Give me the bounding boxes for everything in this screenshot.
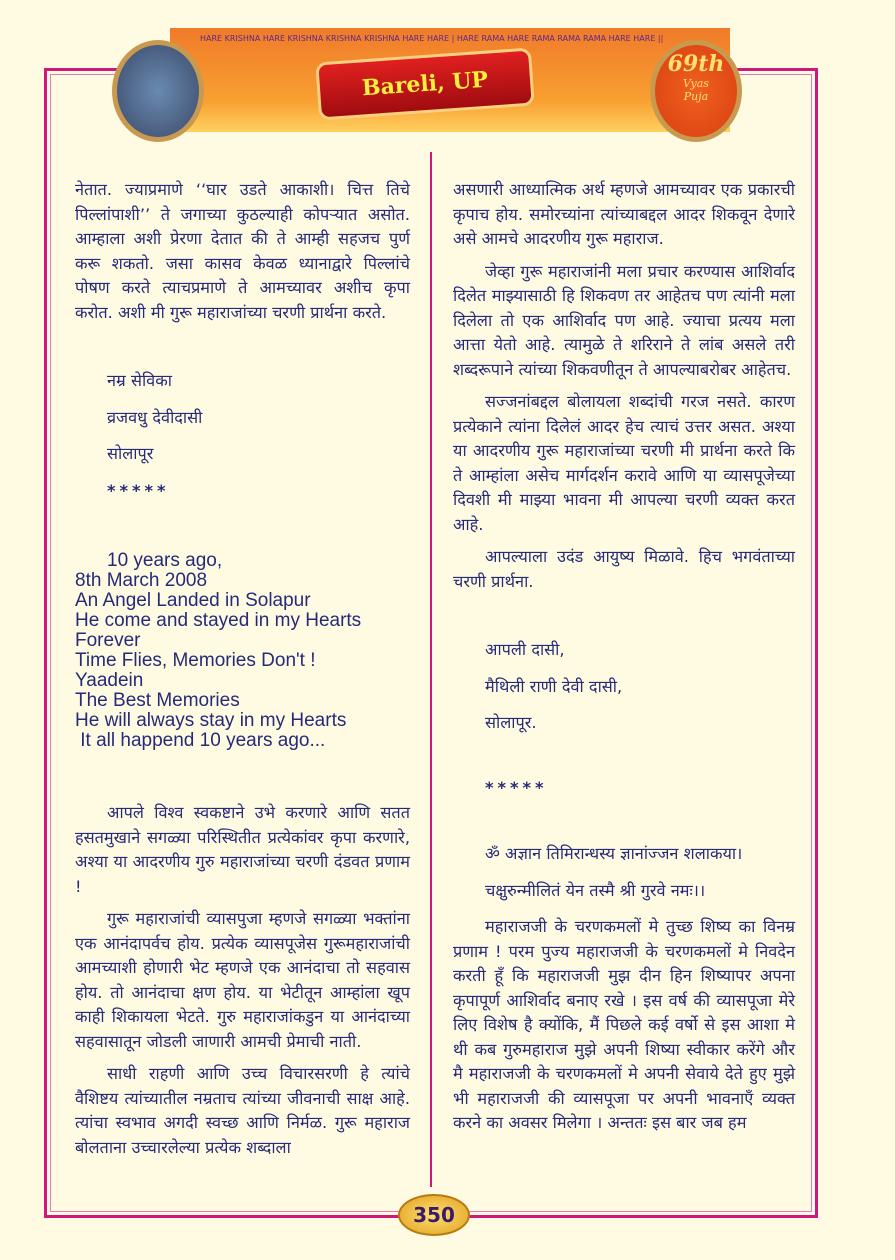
- shloka-line: चक्षुरुन्मीलितं येन तस्मै श्री गुरवे नमः।।: [485, 880, 706, 900]
- signature-line: व्रजवधु देवीदासी: [107, 407, 203, 427]
- paragraph: नेतात. ज्याप्रमाणे ‘‘घार उडते आकाशी। चित्त तिचे पिल्लांपाशी’’ ते जगाच्या कुठल्याही कोपऱ्यात असोत. आम्हाला अशी प्रेरणा देतात की ते आम्ही सहजच पुर्ण करू शकतो. जसा कासव केवळ ध्यानाद्वारे पिल्लांचे पोषण करते त्याचप्रमाणे ते आमच्यावर अशीच कृपा करोत. अशी मी गुरू महाराजांच्या चरणी प्रार्थना करते.: [75, 180, 410, 322]
- paragraph: असणारी आध्यात्मिक अर्थ म्हणजे आमच्यावर एक प्रकारची कृपाच होय. समोरच्यांना त्यांच्याबद्दल आदर शिकवून देणारे असे आमचे आदरणीय गुरू महाराज.: [453, 180, 795, 248]
- signature-line: आपली दासी,: [485, 640, 565, 659]
- location-title: Bareli, UP: [361, 66, 489, 102]
- poem-line: Time Flies, Memories Don't !: [75, 650, 316, 671]
- badge-line2: Puja: [683, 90, 709, 103]
- signature-line: सोलापूर.: [485, 713, 537, 732]
- poem-line: Yaadein: [75, 670, 144, 691]
- paragraph: आपले विश्व स्वकष्टाने उभे करणारे आणि सतत हसतमुखाने सगळ्या परिस्थितीत प्रत्येकांवर कृपा करणारे, अश्या या आदरणीय गुरु महाराजांच्या चरणी दंडवत प्रणाम !: [75, 803, 410, 896]
- signature-line: मैथिली राणी देवी दासी,: [485, 676, 623, 696]
- paragraph: साधी राहणी आणि उच्च विचारसरणी हे त्यांचे वैशिष्टय त्यांच्यातील नम्रताच त्यांच्या जीवनाची साक्ष आहे. त्यांचा स्वभाव अगदी स्वच्छ आणि निर्मळ. गुरू महाराज बोलताना उच्चारलेल्या प्रत्येक शब्दाला: [75, 1064, 410, 1157]
- paragraph: महाराजजी के चरणकमलों मे तुच्छ शिष्य का विनम्र प्रणाम ! परम पुज्य महाराजजी के चरणकमलों मे निवदेन करती हूँ कि महाराजजी मुझ दीन हिन शिष्यापर अपना कृपापूर्ण आशिर्वाद बनाए रखे । इस वर्ष की व्यासपूजा मेरे लिए विशेष है क्योंकि, मैं पिछले कई वर्षो से इस आशा मे थी कब गुरुमहाराज मुझे अपनी शिष्या स्वीकार करेंगे और मै महाराजजी के चरणकमलों मे अपनी सेवाये देते हुए मुझे भी महाराजजी की व्यासपूजा पर अपनी भावनाएँ व्यक्त करने का अवसर मिलेगा । अन्ततः इस बार जब हम: [453, 917, 795, 1132]
- page-number: 350: [398, 1194, 470, 1236]
- signature-line: सोलापूर: [107, 444, 154, 463]
- deity-photo-medallion: [112, 40, 204, 142]
- english-poem: [75, 551, 410, 751]
- left-column: [75, 178, 410, 1168]
- poem-line: It all happend 10 years ago...: [75, 730, 326, 751]
- poem-line: An Angel Landed in Solapur: [75, 590, 311, 611]
- shloka-line: ॐ अज्ञान तिमिरान्धस्य ज्ञानांज्जन शलाकया।: [485, 844, 743, 863]
- poem-line: The Best Memories: [75, 690, 240, 711]
- badge-number: 69th: [667, 51, 725, 77]
- paragraph: सज्जनांबद्दल बोलायला शब्दांची गरज नसते. कारण प्रत्येकाने त्यांना दिलेलं आदर हेच त्याचं उत्तर असत. अश्या या आदरणीय गुरू महाराजांच्या चरणी मी प्रार्थना करते कि ते आम्हांला असेच मार्गदर्शन करावे आणि या व्यासपूजेच्या दिवशी मी माझ्या भावना मी आपल्या चरणी व्यक्त करत आहे.: [453, 392, 795, 534]
- paragraph: जेव्हा गुरू महाराजांनी मला प्रचार करण्यास आशिर्वाद दिलेत माझ्यासाठी हि शिकवण तर आहेतच पण त्यांनी मला दिलेला तो एक आशिर्वाद पण आहे. ज्याचा प्रत्यय मला आत्ता येतो आहे. त्यामुळे ते शरिराने ते लांब असले तरी शब्दरूपाने त्यांच्या शिकवणीतून ते आपल्याबरोबर आहेतच.: [453, 261, 795, 379]
- mantra-text: HARE KRISHNA HARE KRISHNA KRISHNA KRISHNA HARE HARE | HARE RAMA HARE RAMA RAMA RAMA HARE HARE ||: [200, 34, 664, 43]
- vyas-puja-badge: [650, 40, 742, 142]
- separator-stars: *****: [485, 777, 548, 797]
- column-divider: [430, 152, 432, 1187]
- right-column: [453, 178, 795, 1144]
- separator-stars: *****: [107, 480, 170, 500]
- paragraph: आपल्याला उदंड आयुष्य मिळावे. हिच भगवंताच्या चरणी प्रार्थना.: [453, 547, 795, 591]
- poem-line: Forever: [75, 630, 141, 651]
- poem-line: He come and stayed in my Hearts: [75, 610, 362, 631]
- poem-line: 10 years ago,: [107, 550, 223, 571]
- paragraph: गुरू महाराजांची व्यासपुजा म्हणजे सगळ्या भक्तांना एक आनंदापर्वच होय. प्रत्येक व्यासपूजेस गुरूमहाराजांची आमच्याशी होणारी भेट म्हणजे एक आनंदाचा तो सहवास होय. तो आनंदाचा क्षण होय. या भेटीतून आम्हांला खूप काही शिकायला भेटते. गुरु महाराजांकडुन या आनंदाच्या सहवासातून जोडली जाणारी आमची प्रेमाची नाती.: [75, 909, 410, 1051]
- poem-line: He will always stay in my Hearts: [75, 710, 347, 731]
- signature-line: नम्र सेविका: [107, 371, 172, 390]
- poem-line: 8th March 2008: [75, 570, 208, 591]
- badge-line1: Vyas: [683, 77, 709, 90]
